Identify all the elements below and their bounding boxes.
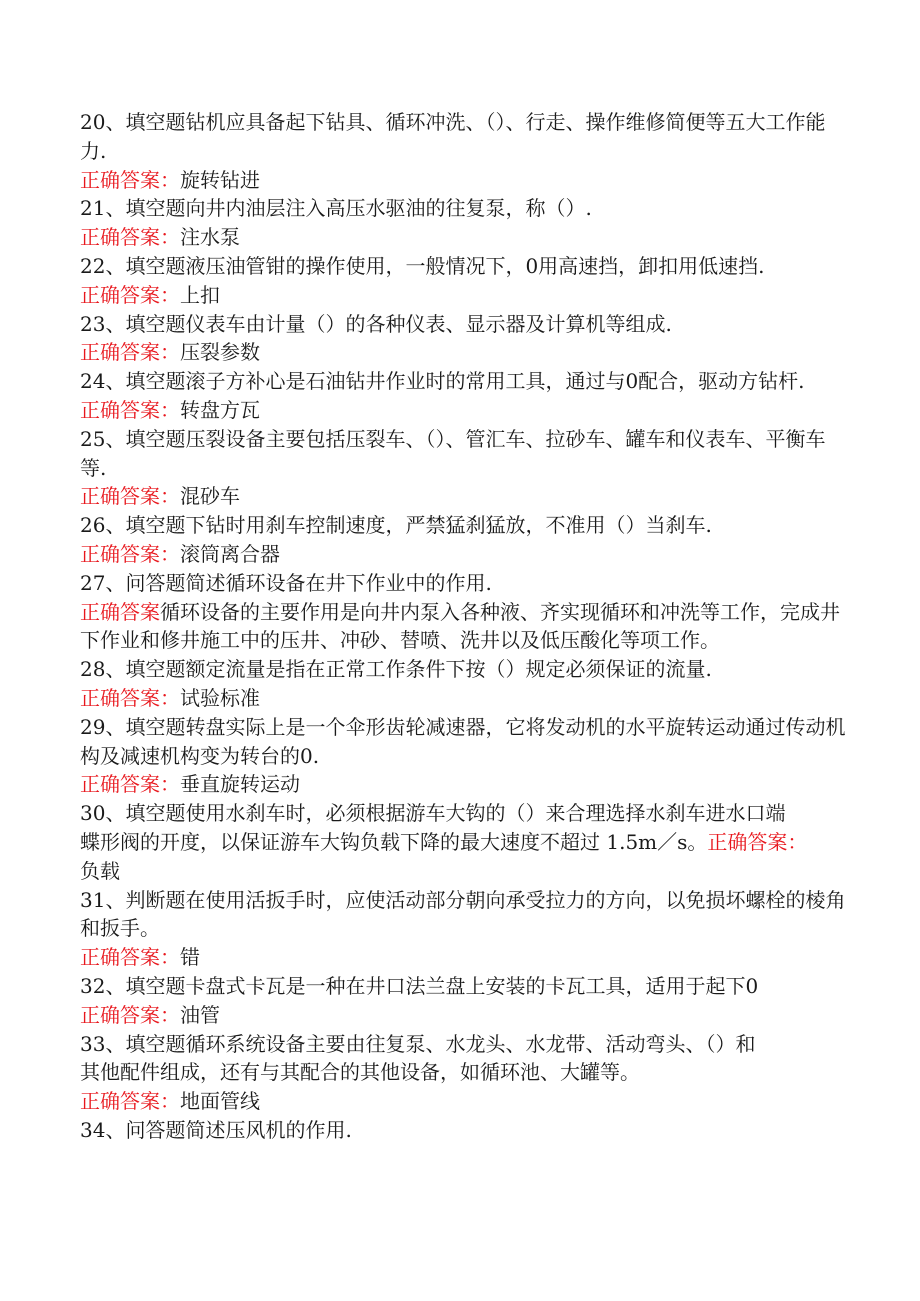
answer-text: 试验标准 <box>180 685 260 710</box>
answer-label: 正确答案： <box>80 1089 180 1114</box>
answer-21 <box>80 223 850 252</box>
question-28: 28、填空题额定流量是指在正常工作条件下按（）规定必须保证的流量. <box>80 657 712 682</box>
question-31: 31、判断题在使用活扳手时，应使活动部分朝向承受拉力的方向，以免损坏螺栓的棱角和扳手。 <box>80 887 846 941</box>
question-32: 32、填空题卡盘式卡瓦是一种在井口法兰盘上安装的卡瓦工具，适用于起下0 <box>80 973 759 998</box>
question-30-line-1: 30、填空题使用水刹车时，必须根据游车大钩的（）来合理选择水刹车进水口端 <box>80 801 786 826</box>
question-33-line-1: 33、填空题循环系统设备主要由往复泵、水龙头、水龙带、活动弯头、（）和 <box>80 1031 756 1056</box>
answer-label: 正确答案： <box>80 484 180 509</box>
question-30-line-2: 蝶形阀的开度，以保证游车大钩负载下降的最大速度不超过 1.5m／s。 <box>80 829 708 854</box>
answer-text: 垂直旋转运动 <box>180 772 300 797</box>
answer-text: 错 <box>180 945 200 970</box>
answer-label: 正确答案： <box>80 541 180 566</box>
question-33 <box>80 1030 850 1088</box>
question-30 <box>80 799 850 885</box>
answer-label: 正确答案： <box>80 945 180 970</box>
answer-text: 注水泵 <box>180 225 240 250</box>
answer-text: 旋转钻进 <box>180 167 260 192</box>
answer-text: 滚筒离合器 <box>180 541 280 566</box>
question-29: 29、填空题转盘实际上是一个伞形齿轮减速器，它将发动机的水平旋转运动通过传动机构及减速机构变为转台的0. <box>80 714 846 768</box>
answer-text: 上扣 <box>180 282 220 307</box>
answer-28 <box>80 684 850 713</box>
answer-label: 正确答案： <box>80 282 180 307</box>
question-24: 24、填空题滚子方补心是石油钻井作业时的常用工具，通过与0配合，驱动方钻杆. <box>80 369 805 394</box>
question-27: 27、问答题简述循环设备在井下作业中的作用. <box>80 570 492 595</box>
answer-label: 正确答案： <box>80 685 180 710</box>
answer-26 <box>80 540 850 569</box>
answer-label: 正确答案： <box>80 340 180 365</box>
question-22: 22、填空题液压油管钳的操作使用，一般情况下，0用高速挡，卸扣用低速挡. <box>80 253 765 278</box>
answer-33 <box>80 1087 850 1116</box>
question-23: 23、填空题仪表车由计量（）的各种仪表、显示器及计算机等组成. <box>80 311 672 336</box>
question-21: 21、填空题向井内油层注入高压水驱油的往复泵，称（）. <box>80 196 592 221</box>
answer-24 <box>80 396 850 425</box>
question-33-line-2: 其他配件组成，还有与其配合的其他设备，如循环池、大罐等。 <box>80 1060 640 1085</box>
answer-text: 混砂车 <box>180 484 240 509</box>
answer-25 <box>80 482 850 511</box>
question-34: 34、问答题简述压风机的作用. <box>80 1117 352 1142</box>
answer-20 <box>80 166 850 195</box>
answer-label: 正确答案： <box>80 1002 180 1027</box>
answer-text: 地面管线 <box>180 1089 260 1114</box>
answer-23 <box>80 338 850 367</box>
answer-label: 正确答案： <box>80 225 180 250</box>
question-list <box>80 108 850 1145</box>
answer-22 <box>80 281 850 310</box>
question-26: 26、填空题下钻时用刹车控制速度，严禁猛刹猛放，不准用（）当刹车. <box>80 513 712 538</box>
answer-27 <box>80 598 850 656</box>
answer-text: 压裂参数 <box>180 340 260 365</box>
answer-text: 转盘方瓦 <box>180 397 260 422</box>
answer-32 <box>80 1001 850 1030</box>
answer-text: 负载 <box>80 858 120 883</box>
answer-label: 正确答案 <box>80 599 160 624</box>
question-20: 20、填空题钻机应具备起下钻具、循环冲洗、（）、行走、操作维修简便等五大工作能力. <box>80 110 826 163</box>
answer-label: 正确答案： <box>80 772 180 797</box>
answer-label: 正确答案： <box>80 167 180 192</box>
answer-label: 正确答案： <box>707 829 808 854</box>
answer-label: 正确答案： <box>80 397 180 422</box>
answer-31 <box>80 943 850 972</box>
question-25: 25、填空题压裂设备主要包括压裂车、（）、管汇车、拉砂车、罐车和仪表车、平衡车等. <box>80 426 826 480</box>
answer-29 <box>80 770 850 799</box>
answer-text: 循环设备的主要作用是向井内泵入各种液、齐实现循环和冲洗等工作，完成井下作业和修井施工中的压井、冲砂、替喷、洗井以及低压酸化等项工作。 <box>80 599 840 653</box>
answer-text: 油管 <box>180 1002 220 1027</box>
